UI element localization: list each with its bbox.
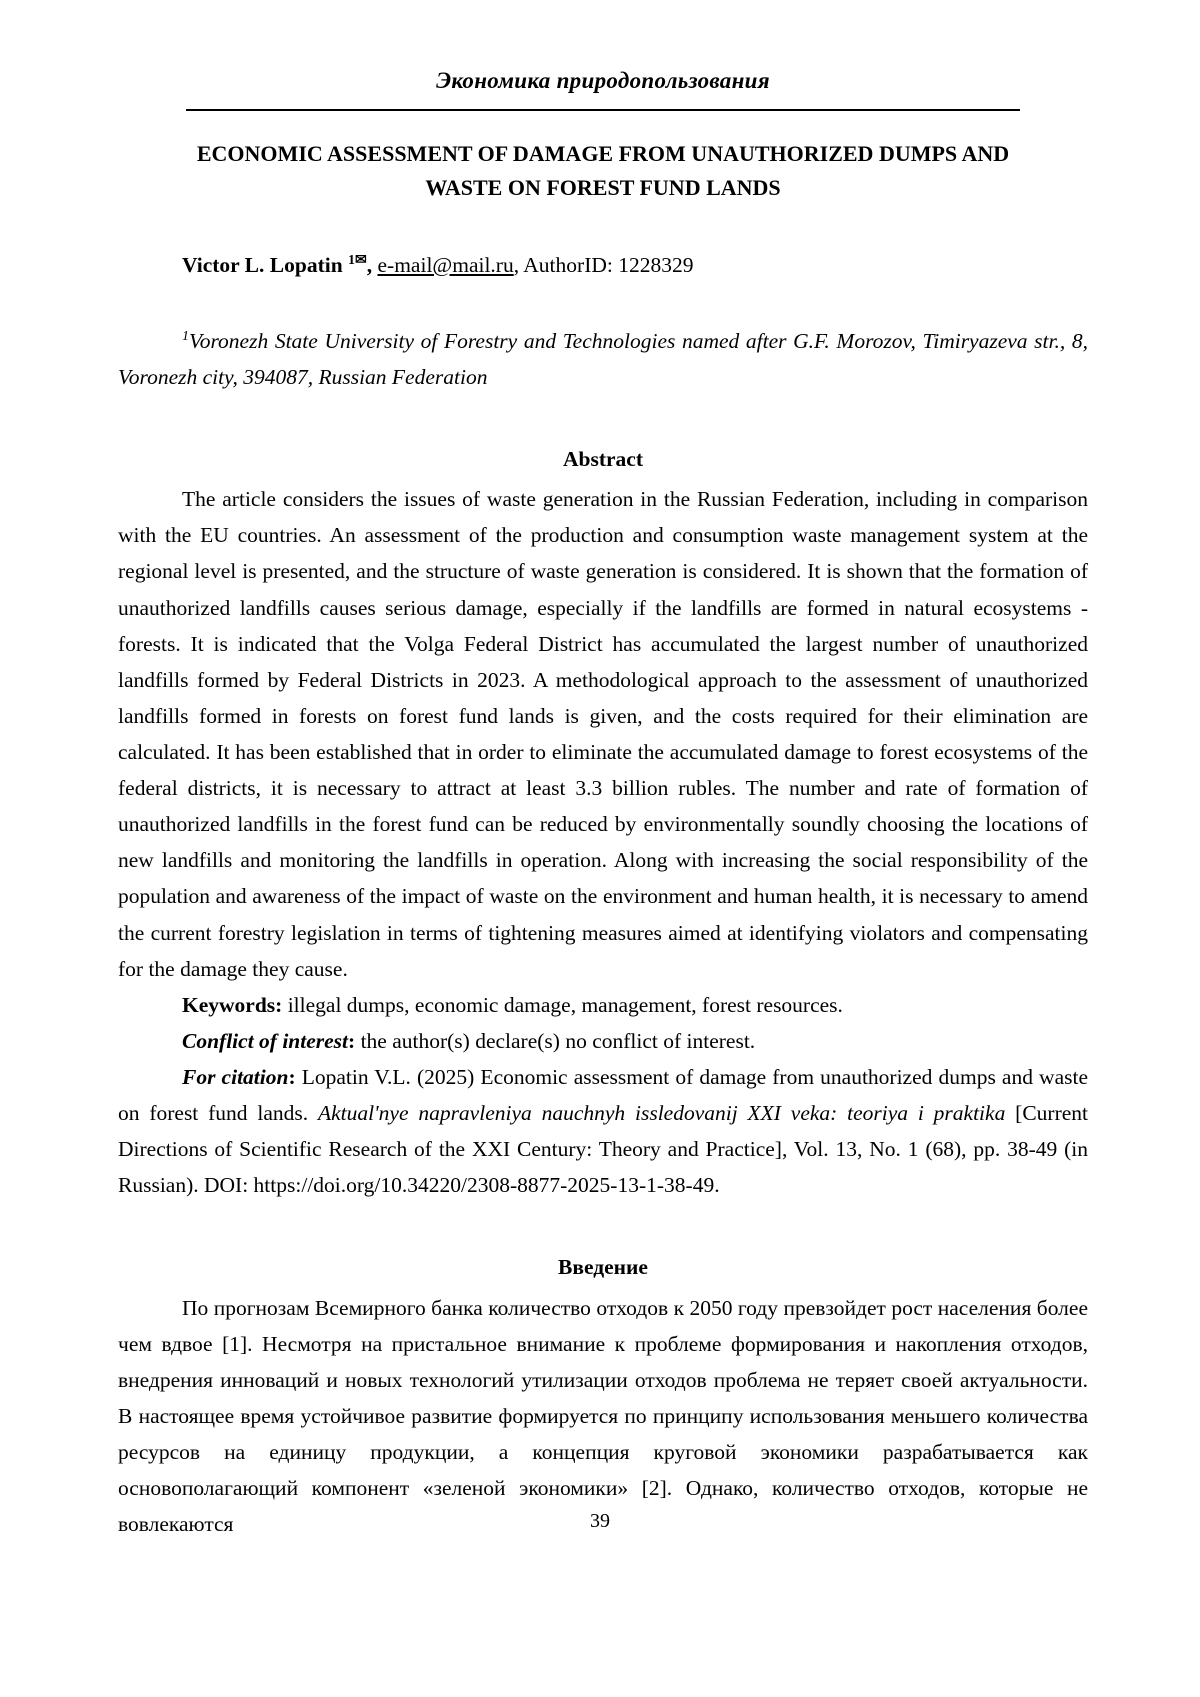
affiliation-text: Voronezh State University of Forestry and Technologies named after G.F. Morozov, Timiryazeva str., 8, Voronezh city, 394087, Russian Federation xyxy=(118,328,1088,390)
author-line xyxy=(118,247,1088,283)
citation-colon: : xyxy=(288,1065,296,1089)
keywords-text: illegal dumps, economic damage, management, forest resources. xyxy=(282,992,843,1017)
citation-text-2: [Current Directions of Scientific Research of the XXI Century: Theory and Practice], Vol. 13, No. 1 (68), pp. 38-49 (in Russian). DOI: https://doi.org/10.34220/2308-8877-2025-13-1-38-49. xyxy=(118,1101,1088,1198)
citation-paragraph xyxy=(118,1059,1088,1203)
page-number: 39 xyxy=(590,1510,610,1533)
conflict-label: Conflict of interest xyxy=(182,1028,349,1053)
keywords-label: Keywords: xyxy=(182,992,283,1017)
author-comma: , xyxy=(366,252,373,277)
affiliation-marker: 1 xyxy=(182,328,189,344)
conflict-of-interest-paragraph xyxy=(118,1023,1088,1059)
article-title xyxy=(118,137,1088,205)
envelope-icon: ✉ xyxy=(355,252,367,268)
header-rule xyxy=(186,109,1020,111)
introduction-paragraph: По прогнозам Всемирного банка количество отходов к 2050 году превзойдет рост населения более чем вдвое [1]. Несмотря на пристальное внимание к проблеме формирования и накопления отходов, внедрения инноваций и новых технологий утилизации отходов проблема не теряет своей актуальности. В настоящее время устойчивое развитие формируется по принципу использования меньшего количества ресурсов на единицу продукции, а концепция круговой экономики разрабатывается как основополагающий компонент «зеленой экономики» [2]. Однако, количество отходов, которые не вовлекаются xyxy=(118,1295,1088,1537)
author-email-link[interactable]: e-mail@mail.ru xyxy=(377,252,514,277)
article-title-line2: WASTE ON FOREST FUND LANDS xyxy=(425,174,781,200)
affiliation xyxy=(118,323,1088,395)
journal-section-title: Экономика природопользования xyxy=(436,68,770,93)
conflict-colon: : xyxy=(348,1028,356,1053)
author-id-text: , AuthorID: 1228329 xyxy=(513,252,694,277)
citation-label: For citation xyxy=(182,1065,289,1089)
keywords-paragraph xyxy=(118,987,1088,1023)
introduction-heading: Введение xyxy=(558,1255,648,1280)
author-name: Victor L. Lopatin xyxy=(182,252,343,277)
author-affiliation-marker: 1 xyxy=(348,252,356,268)
citation-text-1: Lopatin V.L. (2025) Economic assessment of damage from unauthorized dumps and waste on forest fund lands. xyxy=(118,1065,1088,1126)
conflict-text: the author(s) declare(s) no conflict of interest. xyxy=(355,1028,756,1053)
abstract-heading: Abstract xyxy=(562,447,643,472)
abstract-paragraph: The article considers the issues of waste generation in the Russian Federation, including in comparison with the EU countries. An assessment of the production and consumption waste management system at the regional level is presented, and the structure of waste generation is considered. It is shown that the formation of unauthorized landfills causes serious damage, especially if the landfills are formed in natural ecosystems - forests. It is indicated that the Volga Federal District has accumulated the largest number of unauthorized landfills formed by Federal Districts in 2023. A methodological approach to the assessment of unauthorized landfills formed in forests on forest fund lands is given, and the costs required for their elimination are calculated. It has been established that in order to eliminate the accumulated damage to forest ecosystems of the federal districts, it is necessary to attract at least 3.3 billion rubles. The number and rate of formation of unauthorized landfills in the forest fund can be reduced by environmentally soundly choosing the locations of new landfills and monitoring the landfills in operation. Along with increasing the social responsibility of the population and awareness of the impact of waste on the environment and human health, it is necessary to amend the current forestry legislation in terms of tightening measures aimed at identifying violators and compensating for the damage they cause. xyxy=(118,487,1088,981)
citation-journal-title: Aktual'nye napravleniya nauchnyh issledovanij XXI veka: teoriya i praktika xyxy=(317,1101,1006,1126)
article-title-line1: ECONOMIC ASSESSMENT OF DAMAGE FROM UNAUTHORIZED DUMPS AND xyxy=(196,140,1010,166)
